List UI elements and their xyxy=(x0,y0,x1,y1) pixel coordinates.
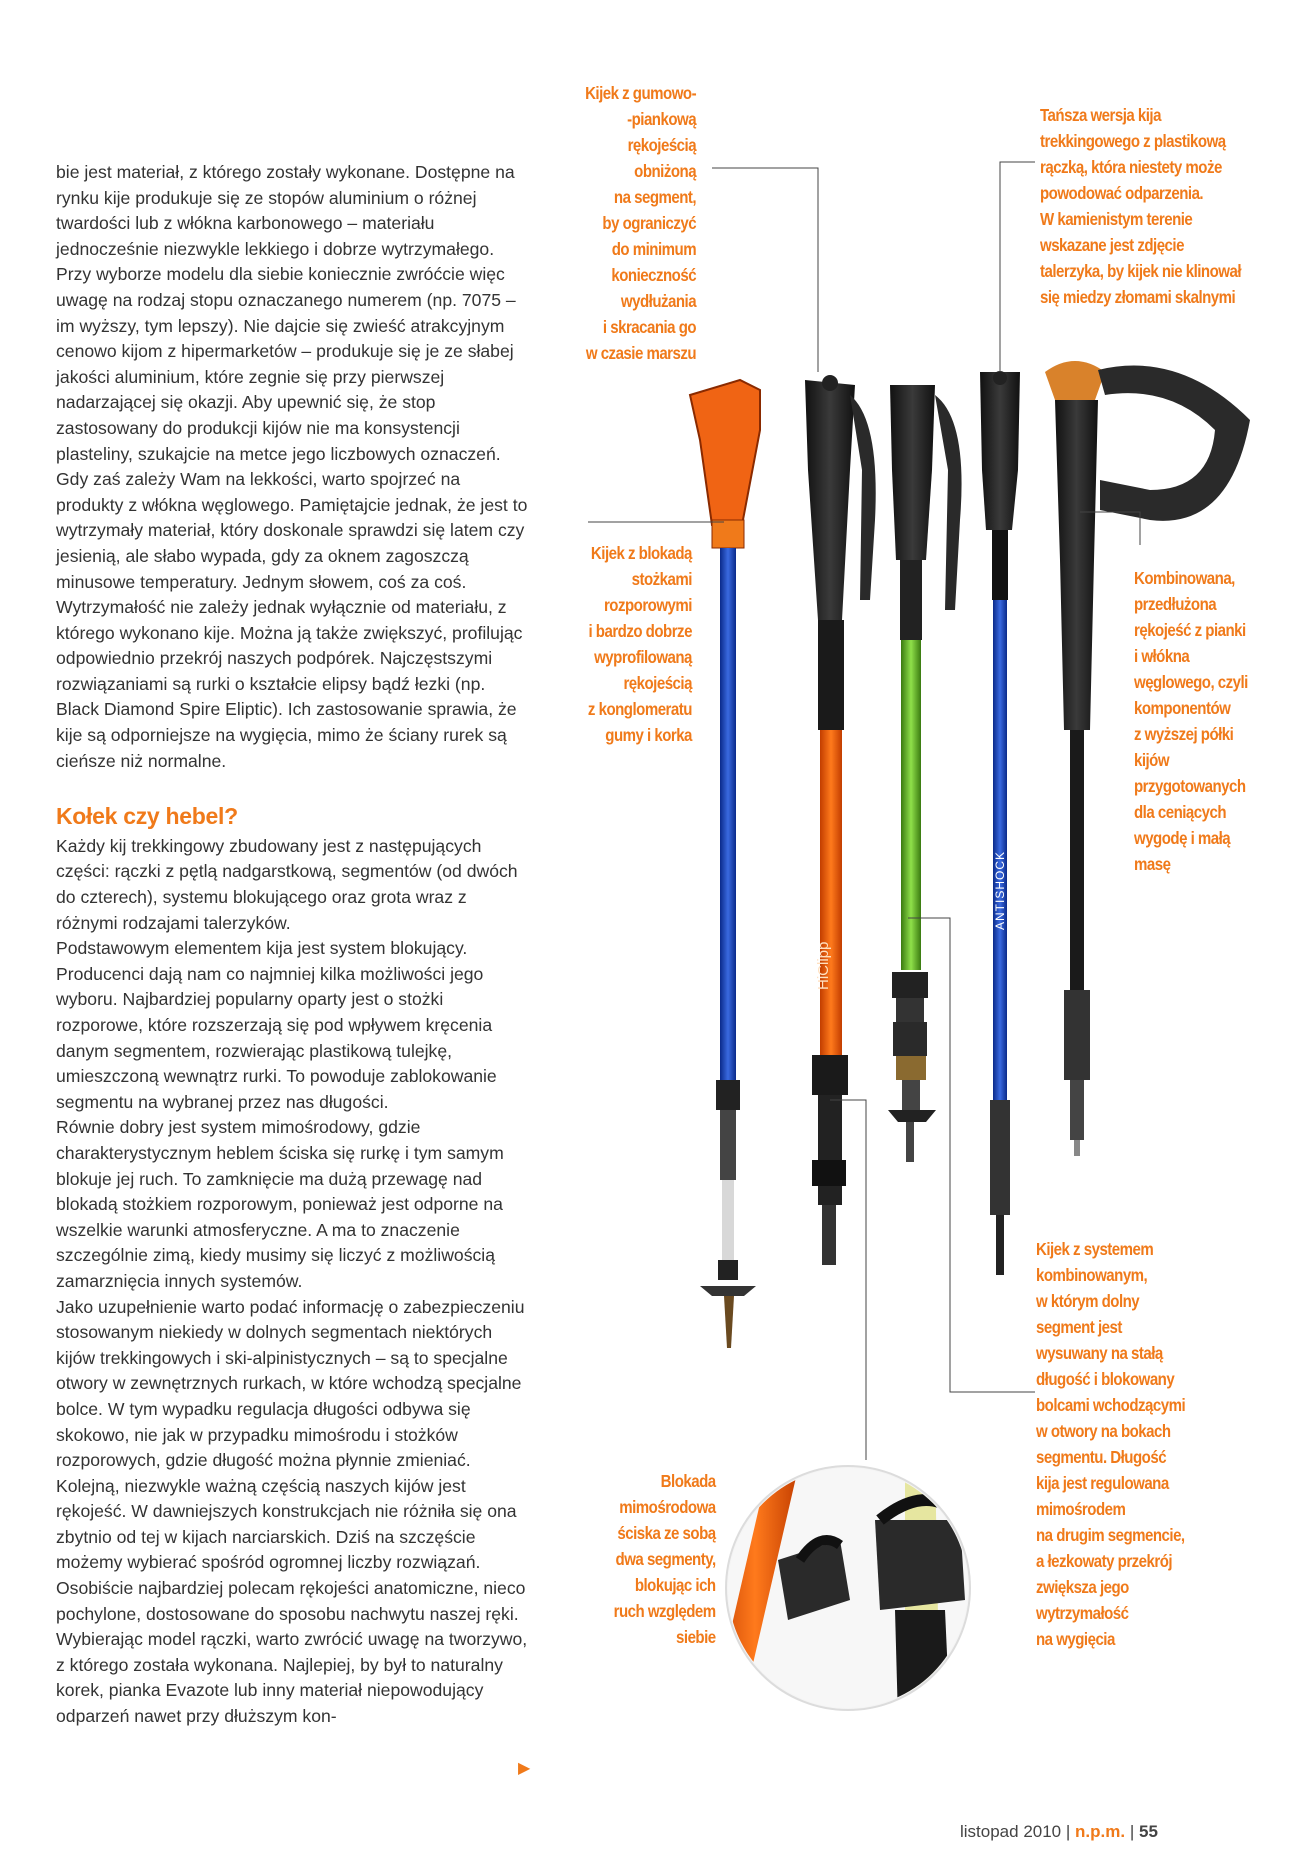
caption-line: w czasie marszu xyxy=(585,343,696,363)
body-paragraph: Każdy kij trekkingowy zbudowany jest z następujących części: rączki z pętlą nadgarstkową, segmentów (od dwóch do czterech), systemu blokującego oraz grota wraz z różnymi rodzajami talerzyków. xyxy=(56,835,518,933)
caption-cone-lock xyxy=(588,540,692,748)
caption-line: wyprofilowaną xyxy=(594,647,692,667)
caption-line: by ograniczyć xyxy=(602,213,696,233)
footer-separator: | xyxy=(1129,1822,1135,1841)
caption-line: kija jest regulowana xyxy=(1036,1473,1169,1493)
caption-line: wytrzymałość xyxy=(1036,1603,1129,1623)
pole4-brand-label: ANTISHOCK xyxy=(993,850,1007,930)
caption-line: z konglomeratu xyxy=(588,699,692,719)
caption-line: Kijek z gumowo- xyxy=(585,83,696,103)
caption-line: segment jest xyxy=(1036,1317,1122,1337)
caption-line: gumy i korka xyxy=(605,725,692,745)
caption-line: blokując ich xyxy=(635,1575,716,1595)
caption-line: na segment, xyxy=(613,187,696,207)
caption-line: powodować odparzenia. xyxy=(1040,183,1204,203)
caption-line: W kamienistym terenie xyxy=(1040,209,1193,229)
caption-line: rączką, która niestety może xyxy=(1040,157,1222,177)
caption-line: wysuwany na stałą xyxy=(1036,1343,1163,1363)
caption-eccentric-lock xyxy=(614,1468,716,1650)
caption-line: talerzyka, by kijek nie klinował xyxy=(1040,261,1241,281)
article-body xyxy=(56,160,532,1730)
caption-line: ruch względem xyxy=(613,1601,716,1621)
caption-line: przygotowanych xyxy=(1134,776,1246,796)
caption-line: zwiększa jego xyxy=(1036,1577,1129,1597)
caption-combined-system xyxy=(1036,1236,1185,1652)
body-paragraph: Kolejną, niezwykle ważną częścią naszych kijów jest rękojeść. W dawniejszych konstrukcjach nie różniła się ona zbytnio od tej w kijach narciarskich. Dziś na szczęście możemy wybierać spośród ogromnej liczby rozwiązań. Osobiście najbardziej polecam rękojeści anatomiczne, nieco pochylone, dostosowane do sposobu nachwytu naszej ręki. Wybierając model rączki, warto zwrócić uwagę na tworzywo, z którego została wykonana. Najlepiej, by był to naturalny korek, pianka Evazote lub inny materiał niepowodujący odparzeń nawet przy dłuższym kon- xyxy=(56,1475,528,1727)
caption-line: komponentów xyxy=(1134,698,1231,718)
caption-line: mimośrodem xyxy=(1036,1499,1126,1519)
caption-line: i włókna xyxy=(1134,646,1190,666)
caption-line: rękojeść z pianki xyxy=(1134,620,1246,640)
caption-line: Tańsza wersja kija xyxy=(1040,105,1161,125)
caption-line: i bardzo dobrze xyxy=(588,621,692,641)
page-number: 55 xyxy=(1138,1822,1158,1841)
caption-line: się miedzy złomami skalnymi xyxy=(1040,287,1236,307)
pole-2 xyxy=(805,375,876,1265)
caption-line: masę xyxy=(1134,854,1171,874)
caption-line: konieczność xyxy=(611,265,696,285)
caption-line: kijów xyxy=(1134,750,1170,770)
caption-cheap-version xyxy=(1040,102,1241,310)
body-paragraph: Podstawowym elementem kija jest system blokujący. Producenci dają nam co najmniej kilka możliwości jego wyboru. Najbardziej popularny oparty jest o stożki rozporowe, które rozszerzają się pod wpływem kręcenia danym segmentem, rozwierając plastikową tulejkę, umieszczoną wewnątrz rurki. To powoduje zablokowanie segmentu na wybranej przez nas długości. xyxy=(56,938,497,1112)
caption-foam-grip xyxy=(585,80,696,366)
caption-line: rękojeścią xyxy=(623,673,692,693)
body-paragraph: Jako uzupełnienie warto podać informację o zabezpieczeniu stosowanym niekiedy w dolnych segmentach niektórych kijów trekkingowych i ski-alpinistycznych – są to specjalne otwory w zewnętrznych rurkach, w które wchodzą specjalne bolce. W tym wypadku regulacja długości odbywa się skokowo, nie jak w przypadku mimośrodu i stożków rozporowych, gdzie długość można płynnie zmieniać. xyxy=(56,1296,525,1471)
magazine-name: n.p.m. xyxy=(1075,1822,1126,1841)
caption-line: bolcami wchodzącymi xyxy=(1036,1395,1186,1415)
caption-line: rozporowymi xyxy=(604,595,692,615)
caption-line: Kijek z systemem xyxy=(1036,1239,1154,1259)
caption-line: w otwory na bokach xyxy=(1036,1421,1171,1441)
issue-date: listopad 2010 xyxy=(960,1822,1062,1841)
caption-line: kombinowanym, xyxy=(1036,1265,1148,1285)
caption-line: wygodę i małą xyxy=(1134,828,1231,848)
caption-line: w którym dolny xyxy=(1036,1291,1140,1311)
caption-line: Blokada xyxy=(661,1471,716,1491)
caption-line: długość i blokowany xyxy=(1036,1369,1175,1389)
caption-line: Kijek z blokadą xyxy=(591,543,692,563)
footer-separator: | xyxy=(1065,1822,1071,1841)
pole-4 xyxy=(980,371,1020,1275)
caption-line: -piankową xyxy=(627,109,696,129)
caption-line: mimośrodowa xyxy=(619,1497,716,1517)
body-paragraph: Wytrzymałość nie zależy jednak wyłącznie od materiału, z którego wykonano kije. Można ją także zwiększyć, profilując odpowiednio przekrój naszych podpórek. Najczęstszymi rozwiązaniami są rurki o kształcie elipsy bądź łezki (np. Black Diamond Spire Eliptic). Ich zastosowanie sprawia, że kije są odporniejsze na wygięcia, mimo że ściany rurek są cieńsze niż normalne. xyxy=(56,597,523,771)
body-paragraph: Równie dobry jest system mimośrodowy, gdzie charakterystycznym heblem ściska się rurkę i tym samym blokuje jej ruch. To zamknięcie ma dużą przewagę nad blokadą stożkiem rozporowym, ponieważ jest odporne na wszelkie warunki atmosferyczne. A ma to znaczenie szczególnie zimą, kiedy musimy się liczyć z możliwością zamarznięcia innych systemów. xyxy=(56,1117,504,1291)
caption-line: siebie xyxy=(676,1627,716,1647)
pole-3 xyxy=(888,385,962,1162)
caption-line: Kombinowana, xyxy=(1134,568,1235,588)
continue-arrow-icon: ▶ xyxy=(518,1760,531,1777)
caption-line: wydłużania xyxy=(620,291,696,311)
pole-1 xyxy=(690,380,760,1348)
body-paragraph: bie jest materiał, z którego zostały wykonane. Dostępne na rynku kije produkuje się ze stopów aluminium o różnej twardości lub z włókna karbonowego – materiału jednocześnie niezwykle lekkiego i dobrze wytrzymałego. Przy wyborze modelu dla siebie koniecznie zwróćcie więc uwagę na rodzaj stopu oznaczanego numerem (np. 7075 – im wyższy, tym lepszy). Nie dajcie się zwieść atrakcyjnym cenowo kijom z hipermarketów – produkuje się je ze słabej jakości aluminium, które zegnie się przy pierwszej nadarzającej się okazji. Aby upewnić się, że stop zastosowany do produkcji kijów nie ma konsystencji plasteliny, szukajcie na metce jego liczbowych oznaczeń. Gdy zaś zależy Wam na lekkości, warto spojrzeć na produkty z włókna węglowego. Pamiętajcie jednak, że jest to wytrzymały materiał, który doskonale sprawdzi się latem czy jesienią, ale słabo wypada, gdy za oknem zagoszczą minusowe temperatury. Jednym słowem, coś za coś. xyxy=(56,162,528,592)
caption-line: przedłużona xyxy=(1134,594,1217,614)
caption-line: na wygięcia xyxy=(1036,1629,1115,1649)
caption-line: trekkingowego z plastikową xyxy=(1040,131,1226,151)
pole2-brand-label: HiClipp xyxy=(815,941,832,990)
caption-line: a łezkowaty przekrój xyxy=(1036,1551,1173,1571)
caption-line: węglowego, czyli xyxy=(1134,672,1248,692)
caption-line: stożkami xyxy=(631,569,692,589)
caption-line: rękojeścią xyxy=(627,135,696,155)
caption-combined-grip xyxy=(1134,565,1248,877)
caption-line: ściska ze sobą xyxy=(617,1523,716,1543)
section-heading: Kołek czy hebel? xyxy=(56,803,238,830)
caption-line: wskazane jest zdjęcie xyxy=(1040,235,1184,255)
caption-line: do minimum xyxy=(611,239,696,259)
caption-line: obniżoną xyxy=(634,161,696,181)
caption-line: segmentu. Długość xyxy=(1036,1447,1167,1467)
eccentric-lock-inset xyxy=(710,1460,980,1720)
caption-line: i skracania go xyxy=(602,317,696,337)
caption-line: z wyższej półki xyxy=(1134,724,1234,744)
caption-line: dwa segmenty, xyxy=(615,1549,716,1569)
page-footer xyxy=(960,1822,1158,1842)
caption-line: dla ceniących xyxy=(1134,802,1227,822)
caption-line: na drugim segmencie, xyxy=(1036,1525,1185,1545)
